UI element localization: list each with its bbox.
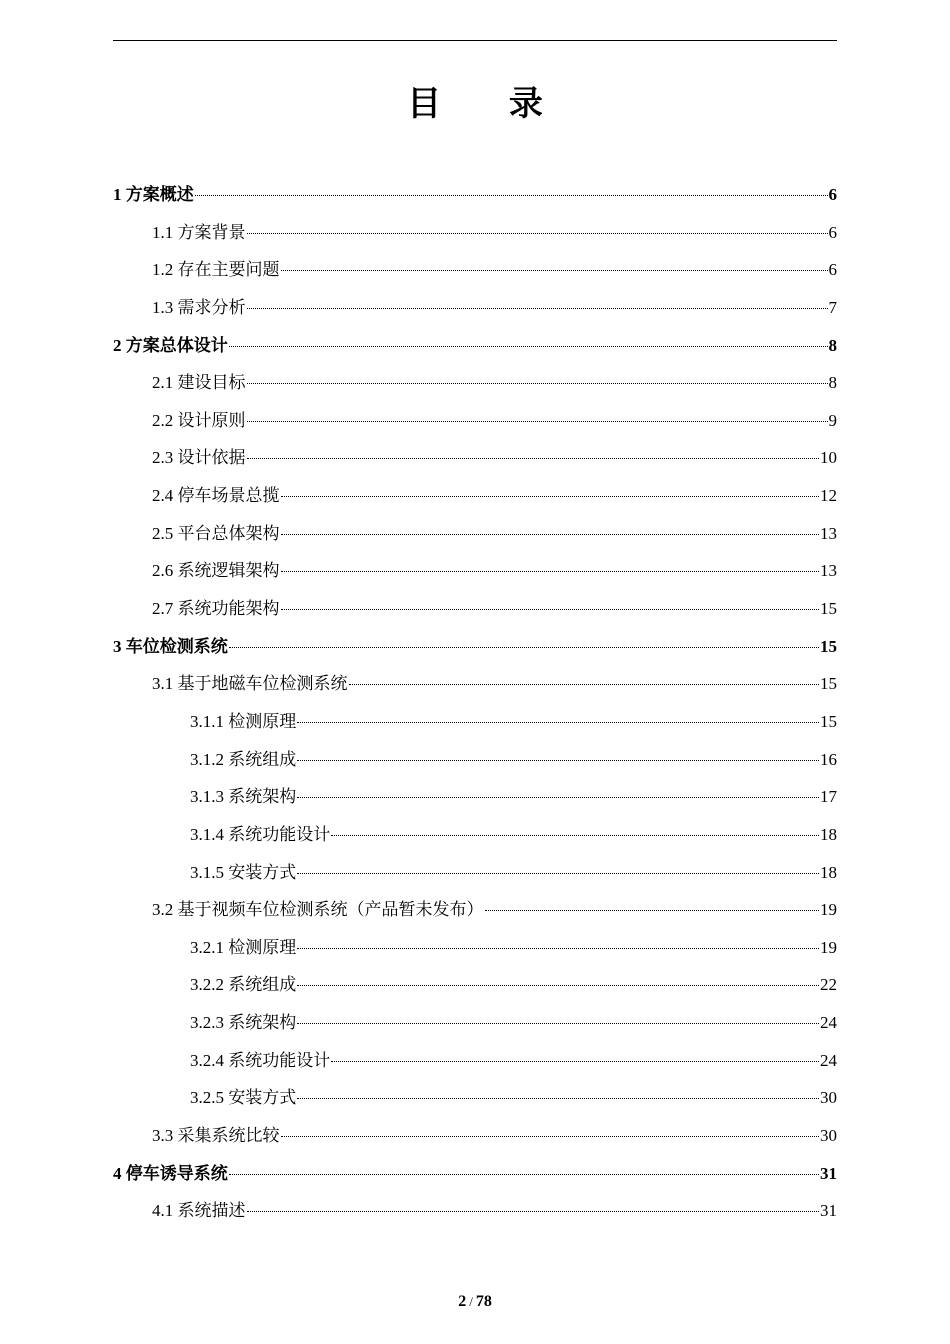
toc-entry-page-number: 24: [820, 1050, 837, 1070]
toc-entry-title: 3.1.5 安装方式: [190, 862, 297, 882]
toc-entry-title: 3.1.1 检测原理: [190, 711, 297, 731]
toc-entry-page-number: 6: [828, 185, 837, 204]
toc-dot-leader: [281, 609, 820, 610]
toc-entry[interactable]: [113, 778, 837, 816]
toc-entry-title: 3.1.4 系统功能设计: [190, 824, 331, 844]
page-footer: [0, 1291, 950, 1313]
toc-entry[interactable]: [113, 515, 837, 553]
toc-entry[interactable]: [113, 402, 837, 440]
toc-dot-leader: [297, 985, 819, 986]
toc-entry[interactable]: [113, 552, 837, 590]
toc-entry-title: 3.2.1 检测原理: [190, 937, 297, 957]
toc-entry[interactable]: [113, 741, 837, 779]
toc-dot-leader: [485, 910, 820, 911]
toc-entry-title: 2.5 平台总体架构: [152, 523, 280, 543]
toc-entry-page-number: 15: [820, 599, 837, 619]
toc-entry[interactable]: [113, 327, 837, 365]
toc-dot-leader: [229, 346, 828, 347]
toc-dot-leader: [247, 308, 828, 309]
toc-dot-leader: [247, 1211, 820, 1212]
toc-entry-title: 1 方案概述: [113, 185, 194, 204]
current-page-number: 2: [458, 1293, 467, 1310]
toc-entry-title: 4.1 系统描述: [152, 1201, 246, 1221]
page-number-separator: /: [469, 1294, 473, 1309]
toc-entry[interactable]: [113, 214, 837, 252]
toc-dot-leader: [281, 534, 820, 535]
toc-entry[interactable]: [113, 1192, 837, 1230]
toc-entry[interactable]: [113, 590, 837, 628]
toc-dot-leader: [297, 797, 819, 798]
toc-entry-title: 1.2 存在主要问题: [152, 260, 280, 280]
toc-entry-page-number: 9: [828, 410, 837, 430]
toc-entry-page-number: 7: [828, 297, 837, 317]
toc-entry-title: 2.4 停车场景总揽: [152, 486, 280, 506]
toc-dot-leader: [349, 684, 820, 685]
toc-entry[interactable]: [113, 176, 837, 214]
toc-dot-leader: [229, 647, 819, 648]
toc-entry-title: 3 车位检测系统: [113, 636, 228, 656]
toc-dot-leader: [331, 1061, 819, 1062]
toc-entry-title: 3.2.3 系统架构: [190, 1013, 297, 1033]
toc-entry-page-number: 30: [820, 1126, 837, 1146]
toc-entry[interactable]: [113, 251, 837, 289]
toc-entry-page-number: 10: [820, 448, 837, 468]
toc-entry[interactable]: [113, 929, 837, 967]
toc-dot-leader: [281, 270, 828, 271]
toc-entry-page-number: 17: [820, 787, 837, 807]
toc-entry-title: 2.7 系统功能架构: [152, 599, 280, 619]
toc-entry-title: 3.2.4 系统功能设计: [190, 1050, 331, 1070]
toc-entry-page-number: 31: [820, 1163, 837, 1183]
total-page-count: 78: [475, 1293, 492, 1310]
toc-entry-page-number: 30: [820, 1088, 837, 1108]
toc-entry[interactable]: [113, 854, 837, 892]
toc-entry-title: 2.6 系统逻辑架构: [152, 561, 280, 581]
toc-entry[interactable]: [113, 628, 837, 666]
toc-entry[interactable]: [113, 1004, 837, 1042]
toc-dot-leader: [297, 1098, 819, 1099]
toc-entry-title: 3.3 采集系统比较: [152, 1126, 280, 1146]
header-rule: [113, 40, 837, 41]
toc-entry-page-number: 24: [820, 1013, 837, 1033]
toc-entry-title: 1.1 方案背景: [152, 222, 246, 242]
toc-dot-leader: [297, 873, 819, 874]
toc-dot-leader: [297, 760, 819, 761]
toc-entry[interactable]: [113, 891, 837, 929]
toc-entry[interactable]: [113, 966, 837, 1004]
toc-entry-title: 2.2 设计原则: [152, 410, 246, 430]
toc-dot-leader: [247, 233, 828, 234]
toc-dot-leader: [247, 383, 828, 384]
toc-entry-page-number: 6: [828, 260, 837, 280]
toc-entry-title: 4 停车诱导系统: [113, 1163, 228, 1183]
toc-entry-title: 1.3 需求分析: [152, 297, 246, 317]
toc-entry[interactable]: [113, 1117, 837, 1155]
toc-dot-leader: [281, 1136, 820, 1137]
toc-dot-leader: [297, 948, 819, 949]
toc-dot-leader: [297, 722, 819, 723]
toc-entry-page-number: 22: [820, 975, 837, 995]
toc-entry-page-number: 19: [820, 900, 837, 920]
toc-dot-leader: [247, 458, 820, 459]
toc-dot-leader: [247, 421, 828, 422]
toc-entry-title: 2.1 建设目标: [152, 373, 246, 393]
toc-entry-page-number: 6: [828, 222, 837, 242]
toc-entry-page-number: 31: [820, 1201, 837, 1221]
toc-dot-leader: [281, 496, 820, 497]
toc-entry[interactable]: [113, 703, 837, 741]
toc-entry[interactable]: [113, 477, 837, 515]
toc-entry[interactable]: [113, 1042, 837, 1080]
toc-entry-title: 2 方案总体设计: [113, 335, 228, 355]
toc-entry[interactable]: [113, 289, 837, 327]
toc-dot-leader: [229, 1174, 819, 1175]
toc-entry-page-number: 8: [828, 373, 837, 393]
toc-entry[interactable]: [113, 665, 837, 703]
toc-entry[interactable]: [113, 816, 837, 854]
toc-dot-leader: [331, 835, 819, 836]
toc-entry-title: 3.1.3 系统架构: [190, 787, 297, 807]
toc-entry-page-number: 16: [820, 749, 837, 769]
toc-entry-title: 3.1 基于地磁车位检测系统: [152, 674, 348, 694]
table-of-contents: [113, 176, 837, 1230]
toc-entry[interactable]: [113, 364, 837, 402]
toc-entry-page-number: 13: [820, 523, 837, 543]
toc-entry-page-number: 15: [820, 674, 837, 694]
toc-entry-page-number: 8: [828, 335, 837, 355]
toc-entry-title: 2.3 设计依据: [152, 448, 246, 468]
toc-dot-leader: [281, 571, 820, 572]
toc-entry-title: 3.2 基于视频车位检测系统（产品暂未发布）: [152, 900, 484, 920]
toc-entry-title: 3.1.2 系统组成: [190, 749, 297, 769]
toc-entry-page-number: 19: [820, 937, 837, 957]
toc-entry-page-number: 13: [820, 561, 837, 581]
page-title: 目 录: [407, 84, 571, 124]
toc-entry-title: 3.2.5 安装方式: [190, 1088, 297, 1108]
toc-entry[interactable]: [113, 1079, 837, 1117]
toc-entry-title: 3.2.2 系统组成: [190, 975, 297, 995]
toc-entry-page-number: 12: [820, 486, 837, 506]
toc-entry[interactable]: [113, 439, 837, 477]
toc-entry[interactable]: [113, 1155, 837, 1193]
toc-entry-page-number: 18: [820, 824, 837, 844]
toc-entry-page-number: 15: [820, 711, 837, 731]
toc-entry-page-number: 15: [820, 636, 837, 656]
toc-dot-leader: [297, 1023, 819, 1024]
toc-entry-page-number: 18: [820, 862, 837, 882]
toc-dot-leader: [195, 195, 828, 196]
